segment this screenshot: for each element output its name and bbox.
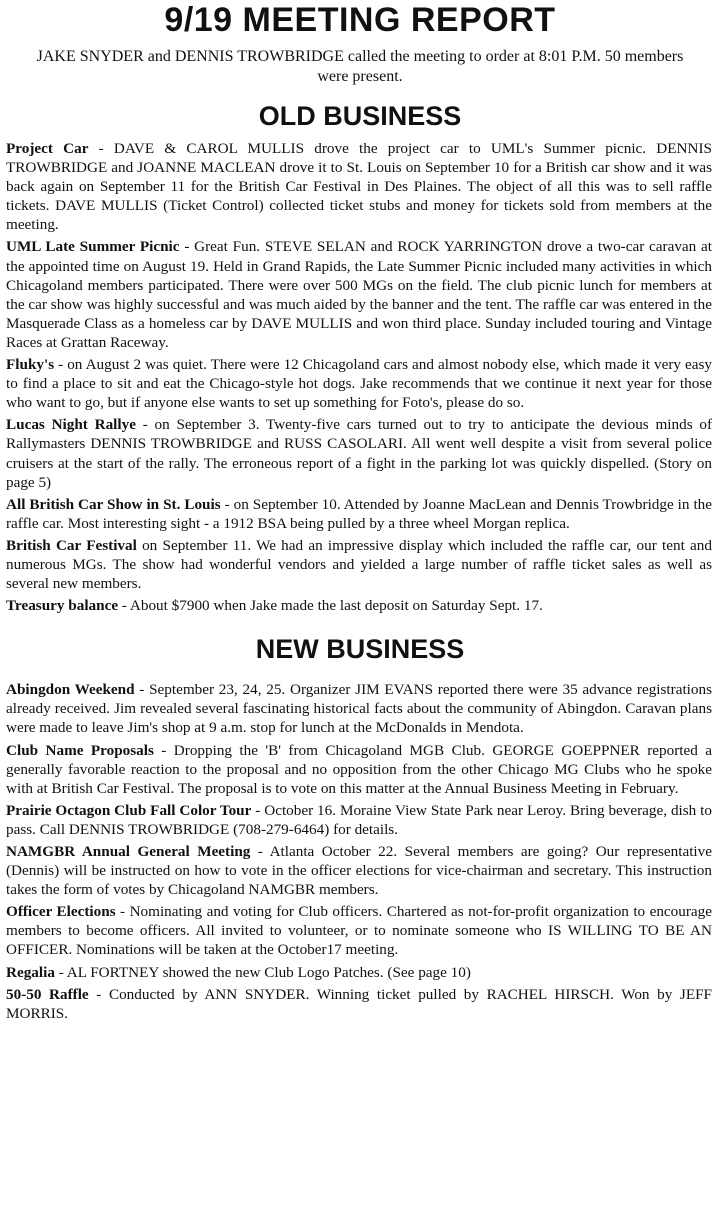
item-topic: Club Name Proposals xyxy=(6,741,154,759)
item-text: - September 23, 24, 25. Organizer JIM EVANS reported there were 35 advance registrations already received. Jim revealed several fascinating historical facts about the community of Abingdon. Caravan plans were made to leave Jim's shop at 9 a.m. stop for lunch at the McDonalds in Mendota. xyxy=(6,681,712,737)
new-item-fall-color-tour xyxy=(6,801,712,839)
item-text: - on September 3. Twenty-five cars turned out to try to anticipate the devious minds of Rallymasters DENNIS TROWBRIDGE and RUSS CASOLARI. All went well despite a visit from several police cruisers at the start of the rally. The erroneous report of a fight in the parking lot was quickly dispelled. (Story on page 5) xyxy=(6,416,713,491)
old-item-lucas-rallye xyxy=(6,415,712,491)
item-topic: Lucas Night Rallye xyxy=(6,416,136,434)
old-business-section xyxy=(0,139,720,615)
item-text: - Dropping the 'B' from Chicagoland MGB Club. GEORGE GOEPPNER reported a generally favorable reaction to the proposal and no opposition from the other Chicago MG Clubs who he spoke with at British Car Festival. The proposal is to vote on this matter at the Annual Business Meeting in February. xyxy=(6,741,712,797)
item-topic: NAMGBR Annual General Meeting xyxy=(6,843,251,860)
item-topic: Officer Elections xyxy=(6,903,116,921)
item-topic: Project Car xyxy=(6,140,89,157)
item-topic: Treasury balance xyxy=(6,597,119,615)
item-text: - AL FORTNEY showed the new Club Logo Patches. (See page 10) xyxy=(54,963,471,981)
new-business-heading: NEW BUSINESS xyxy=(255,634,465,665)
new-item-abingdon xyxy=(6,680,712,737)
old-item-british-car-festival xyxy=(6,536,712,593)
old-business-heading: OLD BUSINESS xyxy=(258,101,462,131)
item-topic: Abingdon Weekend xyxy=(6,681,135,699)
item-text: - Nominating and voting for Club officers. Chartered as not-for-profit organization to encourage members to become officers. All invited to volunteer, or to nominate someone who IS WILLING TO BE AN OFFICER. Nominations will be taken at the October17 meeting. xyxy=(6,903,712,959)
old-item-project-car xyxy=(6,139,712,234)
item-text: - DAVE & CAROL MULLIS drove the project car to UML's Summer picnic. DENNIS TROWBRIDGE and JOANNE MACLEAN drove it to St. Louis on September 10 for a British car show and it was back again on September 11 for the British Car Festival in Des Plaines. The object of all this was to sell raffle tickets. DAVE MULLIS (Ticket Control) collected ticket stubs and money for tickets sold from members at the meeting. xyxy=(6,140,712,234)
old-item-flukys xyxy=(6,355,712,412)
item-topic: Regalia xyxy=(6,963,55,981)
item-topic: All British Car Show in St. Louis xyxy=(6,495,221,513)
new-item-namgbr-meeting xyxy=(6,842,712,899)
item-text: - Conducted by ANN SNYDER. Winning ticket pulled by RACHEL HIRSCH. Won by JEFF MORRIS. xyxy=(6,985,712,1022)
item-text: on September 11. We had an impressive display which included the raffle car, our tent and numerous MGs. The show had wonderful vendors and yielded a large number of raffle ticket sales as well as several new members. xyxy=(6,536,712,593)
page-title: 9/19 MEETING REPORT xyxy=(164,1,556,39)
item-text: - October 16. Moraine View State Park near Leroy. Bring beverage, dish to pass. Call DENNIS TROWBRIDGE (708-279-6464) for details. xyxy=(6,801,712,838)
new-business-section xyxy=(0,680,720,1023)
item-topic: 50-50 Raffle xyxy=(6,985,89,1003)
item-text: - on August 2 was quiet. There were 12 Chicagoland cars and almost nobody else, which made it very easy to find a place to sit and eat the Chicago-style hot dogs. Jake recommends that we continue it next year for those who want to go, but if anyone else wants to set up something for Foto's, please do so. xyxy=(6,356,712,412)
item-text: - Atlanta October 22. Several members are going? Our representative (Dennis) will be instructed on how to vote in the officer elections for vice-chairman and secretary. This instruction takes the form of votes by Chicagoland NAMGBR members. xyxy=(6,843,712,899)
new-item-officer-elections xyxy=(6,902,712,959)
new-item-club-name xyxy=(6,741,712,798)
item-topic: Prairie Octagon Club Fall Color Tour xyxy=(6,801,252,819)
old-item-st-louis-show xyxy=(6,495,712,533)
item-text: - Great Fun. STEVE SELAN and ROCK YARRINGTON drove a two-car caravan at the appointed time on August 19. Held in Grand Rapids, the Late Summer Picnic included many activities in which Chicagoland members participated. There were over 500 MGs on the field. The club picnic lunch for members at the car show was highly successful and was much aided by the banner and the tent. The raffle car was entered in the Masquerade Class as a homeless car by DAVE MULLIS and won third place. Sunday included touring and Vintage Races at Grattan Raceway. xyxy=(6,238,712,351)
new-item-regalia xyxy=(6,963,712,982)
item-text: - About $7900 when Jake made the last deposit on Saturday Sept. 17. xyxy=(118,597,543,615)
item-topic: British Car Festival xyxy=(6,536,137,554)
new-item-50-50-raffle xyxy=(6,985,712,1023)
item-text: - on September 10. Attended by Joanne MacLean and Dennis Trowbridge in the raffle car. Most interesting sight - a 1912 BSA being pulled by a three wheel Morgan replica. xyxy=(6,495,713,532)
item-topic: UML Late Summer Picnic xyxy=(6,238,180,256)
old-item-uml-picnic xyxy=(6,237,712,352)
item-topic: Fluky's xyxy=(6,356,55,374)
old-item-treasury xyxy=(6,596,712,615)
intro-paragraph: JAKE SNYDER and DENNIS TROWBRIDGE called the meeting to order at 8:01 P.M. 50 members were present. xyxy=(36,48,684,85)
